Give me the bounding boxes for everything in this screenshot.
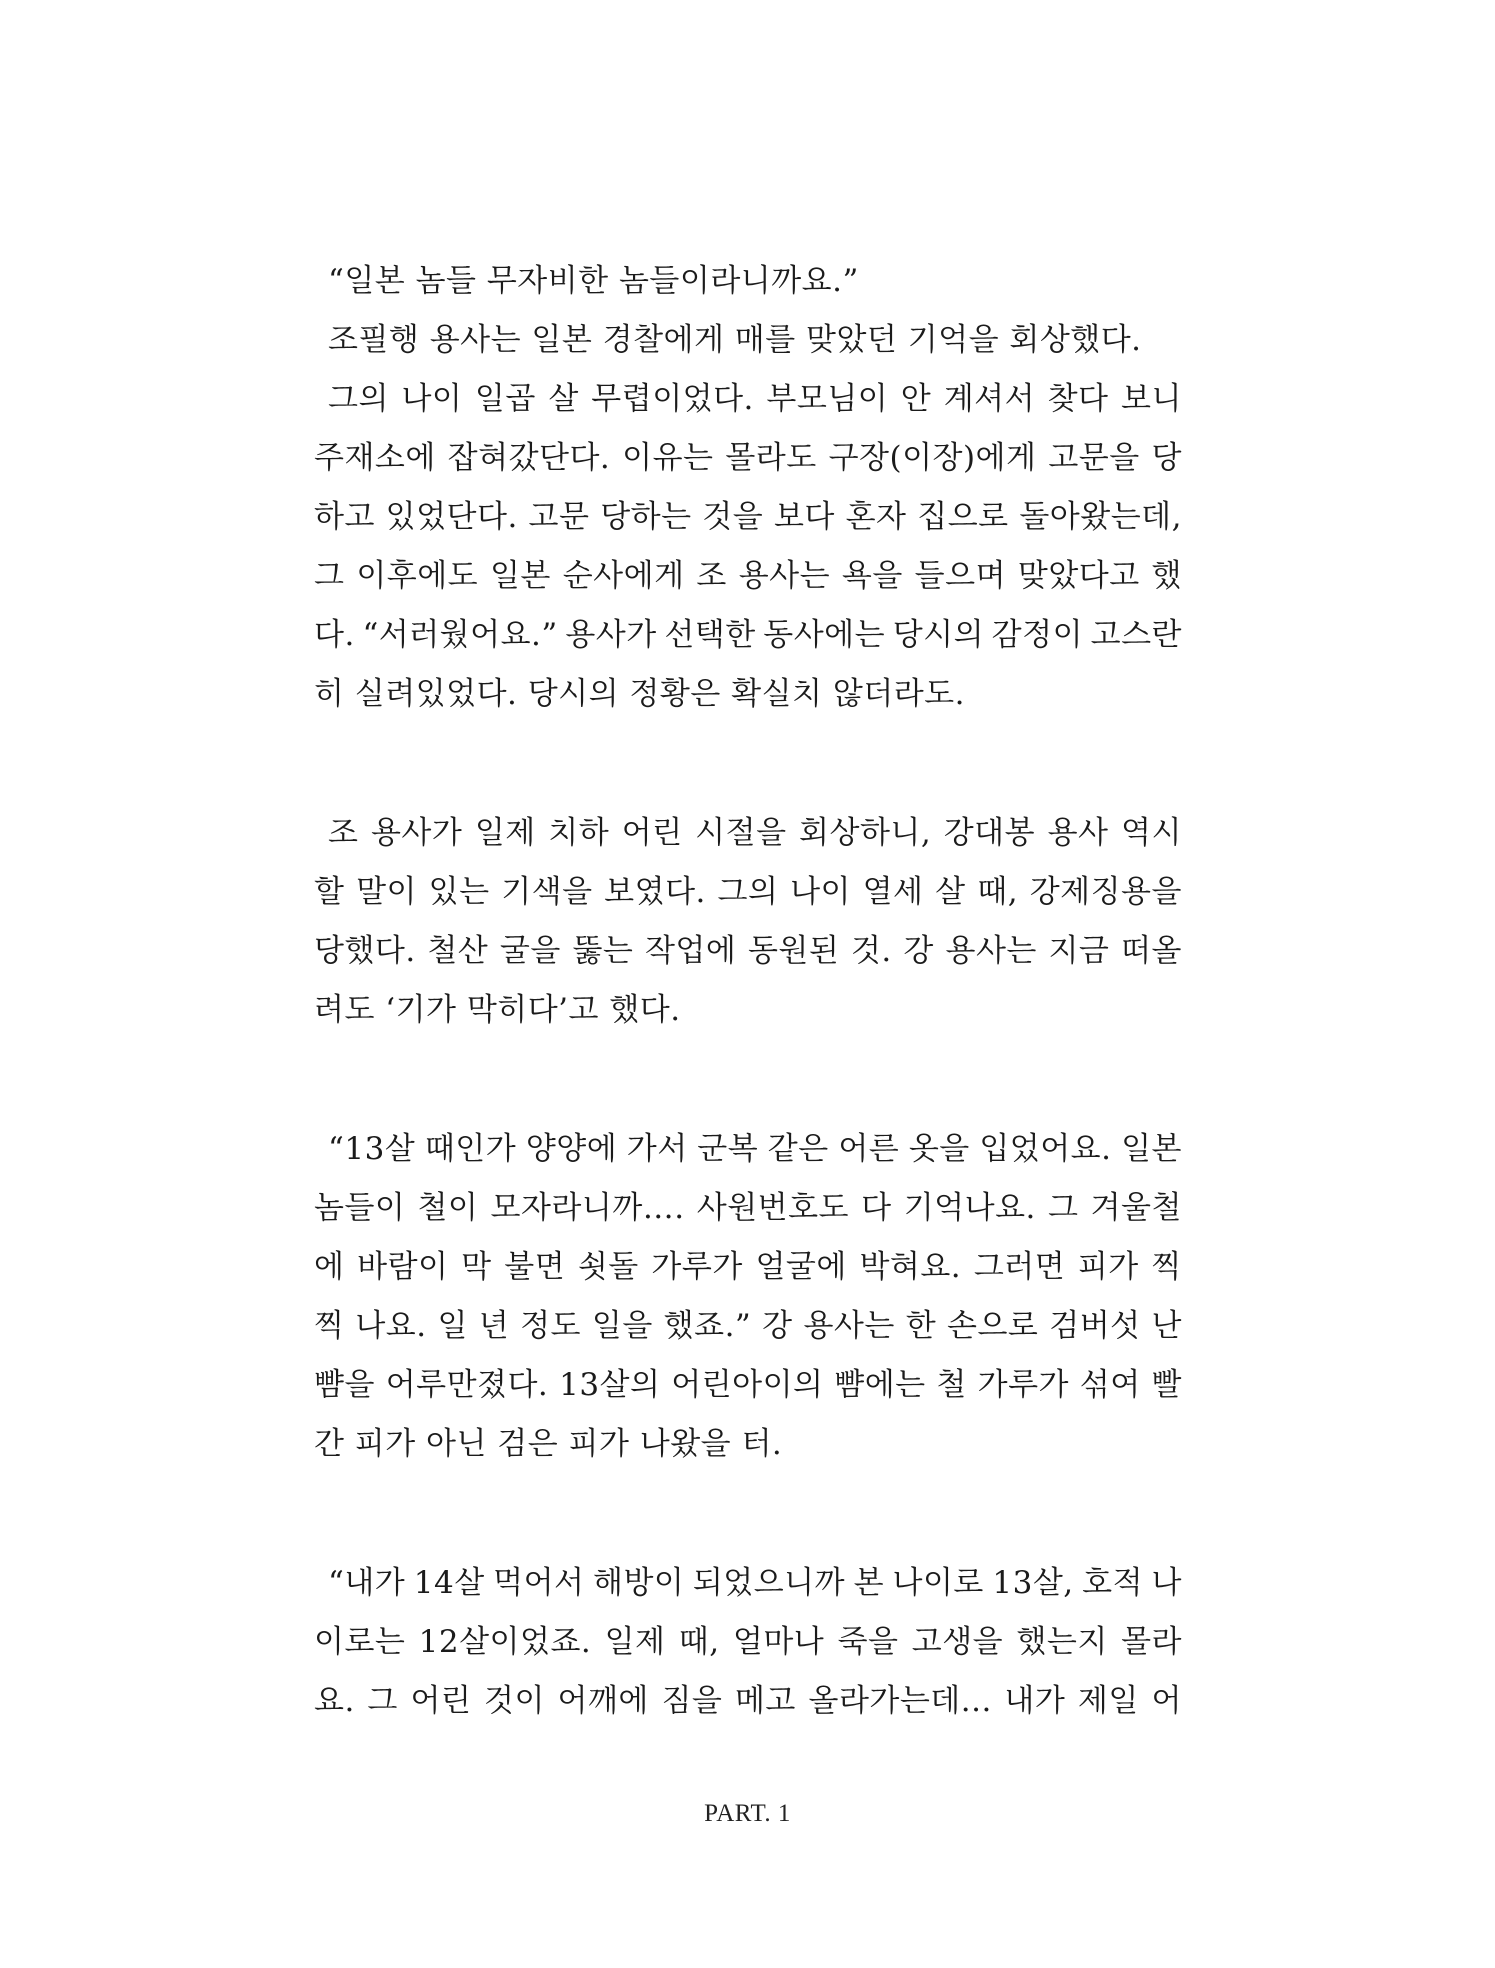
text-word: 맞았다고	[1017, 558, 1140, 594]
text-word: 같은	[767, 1131, 829, 1167]
text-word: 얼마나	[732, 1624, 825, 1660]
text-word: 나	[1151, 1565, 1182, 1601]
text-line	[314, 804, 1182, 863]
text-line: 히 실려있었다. 당시의 정황은 확실치 않더라도.	[314, 676, 965, 712]
text-word: 선택한	[664, 617, 756, 653]
text-word: 쇳돌	[577, 1249, 639, 1285]
text-line	[314, 1356, 1182, 1415]
text-word: 강	[762, 1308, 793, 1344]
text-word: 용사는	[803, 1308, 895, 1344]
text-word: 용사는	[738, 558, 831, 594]
text-word: 그의	[717, 874, 779, 910]
text-word: 군복	[697, 1131, 759, 1167]
text-word: 다.	[314, 617, 355, 653]
text-word: 철산	[427, 933, 489, 969]
text-word: 어	[1151, 1683, 1182, 1719]
text-line	[314, 1238, 1182, 1297]
text-word: 먹어서	[493, 1565, 585, 1601]
text-word: 혼자	[845, 499, 907, 535]
text-word: 정도	[520, 1308, 582, 1344]
text-word: 있었단다.	[385, 499, 518, 535]
text-word: 강	[903, 933, 934, 969]
text-word: 이후에도	[356, 558, 479, 594]
text-word: 것을	[702, 499, 764, 535]
text-word: 사원번호도	[696, 1190, 849, 1226]
text-word: 일제	[604, 1624, 666, 1660]
text-word: 12살이었죠.	[418, 1624, 592, 1660]
text-word: 기색을	[501, 874, 593, 910]
text-word: 찍	[1151, 1249, 1182, 1285]
text-word: 보였다.	[604, 874, 706, 910]
text-word: 보니	[1121, 381, 1182, 417]
text-word: 모자라니까….	[490, 1190, 685, 1226]
text-line	[314, 1297, 1182, 1356]
text-word: 되었으니까	[692, 1565, 846, 1601]
text-word: 조	[696, 558, 727, 594]
text-word: 짐을	[661, 1683, 723, 1719]
text-word: 때,	[678, 1624, 720, 1660]
text-line	[314, 429, 1182, 488]
body-text	[314, 252, 1182, 1731]
text-word: 욕을	[841, 558, 903, 594]
text-word: 집으로	[917, 499, 1009, 535]
text-word: 올라가는데...	[808, 1683, 992, 1719]
text-word: 손으로	[947, 1308, 1039, 1344]
text-word: 어린	[410, 1683, 472, 1719]
text-word: 용사가	[565, 617, 657, 653]
text-word: 주재소에	[314, 440, 436, 476]
text-word: 제일	[1077, 1683, 1139, 1719]
text-word: 있는	[428, 874, 490, 910]
text-word: 이유는	[622, 440, 714, 476]
text-word: 메고	[734, 1683, 796, 1719]
text-word: 가루가	[977, 1367, 1069, 1403]
text-word: 고문을	[1048, 440, 1140, 476]
text-word: 일본	[489, 558, 551, 594]
text-word: 했는지	[1016, 1624, 1108, 1660]
text-word: 바람이	[357, 1249, 449, 1285]
text-word: 에	[314, 1249, 345, 1285]
text-word: 작업에	[644, 933, 737, 969]
text-word: 했	[1151, 558, 1182, 594]
text-word: 년	[478, 1308, 510, 1344]
text-word: 그의	[328, 381, 389, 417]
text-word: 가루가	[651, 1249, 743, 1285]
text-word: 본	[853, 1565, 885, 1601]
text-word: 조	[328, 815, 359, 851]
text-word: 계셔서	[943, 381, 1036, 417]
text-word: 일본	[1121, 1131, 1182, 1167]
text-word: 것이	[484, 1683, 545, 1719]
text-line	[314, 1613, 1182, 1672]
text-word: 열세	[862, 874, 924, 910]
text-line	[314, 1120, 1182, 1179]
text-word: 그	[367, 1683, 398, 1719]
text-word: 회상하니,	[799, 815, 932, 851]
text-word: 살	[935, 874, 966, 910]
text-word: 당	[1151, 440, 1182, 476]
text-word: 동원된	[747, 933, 840, 969]
text-word: 당시의	[892, 617, 985, 653]
text-word: 나요.	[355, 1308, 427, 1344]
text-word: 부모님이	[766, 381, 889, 417]
text-word: 할	[314, 874, 345, 910]
text-word: 한	[905, 1308, 937, 1344]
page-footer-label: PART. 1	[704, 1800, 791, 1827]
text-word: 호적	[1082, 1565, 1144, 1601]
text-word: 뺨에는	[834, 1367, 926, 1403]
text-line	[314, 863, 1182, 922]
text-word: 일곱	[474, 381, 536, 417]
text-line	[314, 1554, 1182, 1613]
text-word: 죽을	[837, 1624, 899, 1660]
text-word: 고스란	[1090, 617, 1182, 653]
text-word: 그러면	[973, 1249, 1066, 1285]
text-word: 용사가	[370, 815, 463, 851]
text-word: 나이	[790, 874, 851, 910]
text-line	[314, 1672, 1182, 1731]
text-line: 려도 ‘기가 막히다’고 했다.	[314, 992, 681, 1028]
text-word: 뚫는	[572, 933, 634, 969]
text-word: 박혀요.	[859, 1249, 962, 1285]
paragraph-gap	[314, 724, 1182, 804]
text-word: 몰라도	[725, 440, 817, 476]
text-word: 감정이	[991, 617, 1084, 653]
text-word: 어깨에	[557, 1683, 649, 1719]
text-word: 몰라	[1121, 1624, 1182, 1660]
text-word: 하고	[314, 499, 375, 535]
text-word: 입었어요.	[979, 1131, 1112, 1167]
text-word: 막	[461, 1249, 492, 1285]
text-line: “일본 놈들 무자비한 놈들이라니까요.”	[328, 263, 859, 299]
text-word: 양양에	[525, 1131, 618, 1167]
text-word: 고생을	[911, 1624, 1004, 1660]
paragraph-gap	[314, 1474, 1182, 1554]
text-word: 내가	[1004, 1683, 1066, 1719]
text-word: 기억나요.	[903, 1190, 1036, 1226]
text-line	[314, 922, 1182, 981]
text-word: 잡혀갔단다.	[447, 440, 611, 476]
text-line: 간 피가 아닌 검은 피가 나왔을 터.	[314, 1426, 783, 1462]
text-word: 당하는	[600, 499, 692, 535]
text-word: 뺨을	[314, 1367, 375, 1403]
text-word: 어른	[838, 1131, 900, 1167]
text-word: 해방이	[593, 1565, 685, 1601]
text-word: 13살의	[559, 1367, 661, 1403]
text-word: 섞여	[1079, 1367, 1141, 1403]
text-word: 용사	[1047, 815, 1109, 851]
text-word: 강제징용을	[1029, 874, 1182, 910]
text-word: 돌아왔는데,	[1019, 499, 1182, 535]
text-word: 철이	[417, 1190, 479, 1226]
text-word: 이로는	[314, 1624, 406, 1660]
text-word: 그	[314, 558, 345, 594]
text-word: 놈들이	[314, 1190, 406, 1226]
text-word: 나이	[401, 381, 463, 417]
text-word: 난	[1151, 1308, 1182, 1344]
text-word: 그	[1048, 1190, 1079, 1226]
text-word: 피가	[1077, 1249, 1139, 1285]
text-word: 일을	[591, 1308, 653, 1344]
text-word: 요.	[314, 1683, 355, 1719]
text-line	[314, 547, 1182, 606]
text-line	[314, 1179, 1182, 1238]
text-word: 때인가	[424, 1131, 517, 1167]
text-word: 검버섯	[1049, 1308, 1141, 1344]
text-word: 일제	[474, 815, 536, 851]
text-word: 다	[861, 1190, 892, 1226]
text-word: 했죠.”	[663, 1308, 752, 1344]
text-word: 14살	[413, 1565, 485, 1601]
text-line	[314, 488, 1182, 547]
text-word: 무렵이었다.	[591, 381, 754, 417]
text-line	[314, 606, 1182, 665]
text-word: 떠올	[1121, 933, 1182, 969]
text-word: 어루만졌다.	[385, 1367, 549, 1403]
text-word: 얼굴에	[755, 1249, 847, 1285]
paragraph-gap	[314, 1040, 1182, 1120]
text-word: 치하	[548, 815, 610, 851]
text-word: 당했다.	[314, 933, 416, 969]
text-word: 가서	[626, 1131, 688, 1167]
text-word: 안	[900, 381, 932, 417]
text-word: 시절을	[695, 815, 787, 851]
text-word: 때,	[977, 874, 1019, 910]
text-word: 보다	[773, 499, 835, 535]
text-word: 찾다	[1047, 381, 1109, 417]
text-word: 말이	[356, 874, 417, 910]
text-line: 조필행 용사는 일본 경찰에게 매를 맞았던 기억을 회상했다.	[328, 322, 1142, 358]
text-word: 강대봉	[943, 815, 1036, 851]
text-word: 옷을	[908, 1131, 970, 1167]
text-word: 어린아이의	[671, 1367, 824, 1403]
text-word: 빨	[1151, 1367, 1182, 1403]
text-word: 굴을	[499, 933, 561, 969]
text-word: 살	[548, 381, 579, 417]
text-word: “13살	[328, 1131, 416, 1167]
text-word: 지금	[1048, 933, 1110, 969]
text-word: 나이로	[892, 1565, 984, 1601]
text-word: 13살,	[992, 1565, 1074, 1601]
text-word: 찍	[314, 1308, 345, 1344]
text-word: 용사는	[945, 933, 1037, 969]
text-word: “내가	[328, 1565, 406, 1601]
text-word: 순사에게	[562, 558, 685, 594]
text-word: 어린	[621, 815, 683, 851]
text-word: 것.	[850, 933, 892, 969]
text-word: 불면	[504, 1249, 566, 1285]
text-word: 역시	[1121, 815, 1182, 851]
text-word: 일	[437, 1308, 468, 1344]
text-word: 고문	[528, 499, 590, 535]
text-word: 철	[936, 1367, 967, 1403]
text-word: 들으며	[914, 558, 1007, 594]
text-line	[314, 370, 1182, 429]
text-word: 구장(이장)에게	[828, 440, 1037, 476]
text-word: “서러웠어요.”	[362, 617, 558, 653]
text-word: 겨울철	[1090, 1190, 1182, 1226]
text-word: 동사에는	[763, 617, 886, 653]
